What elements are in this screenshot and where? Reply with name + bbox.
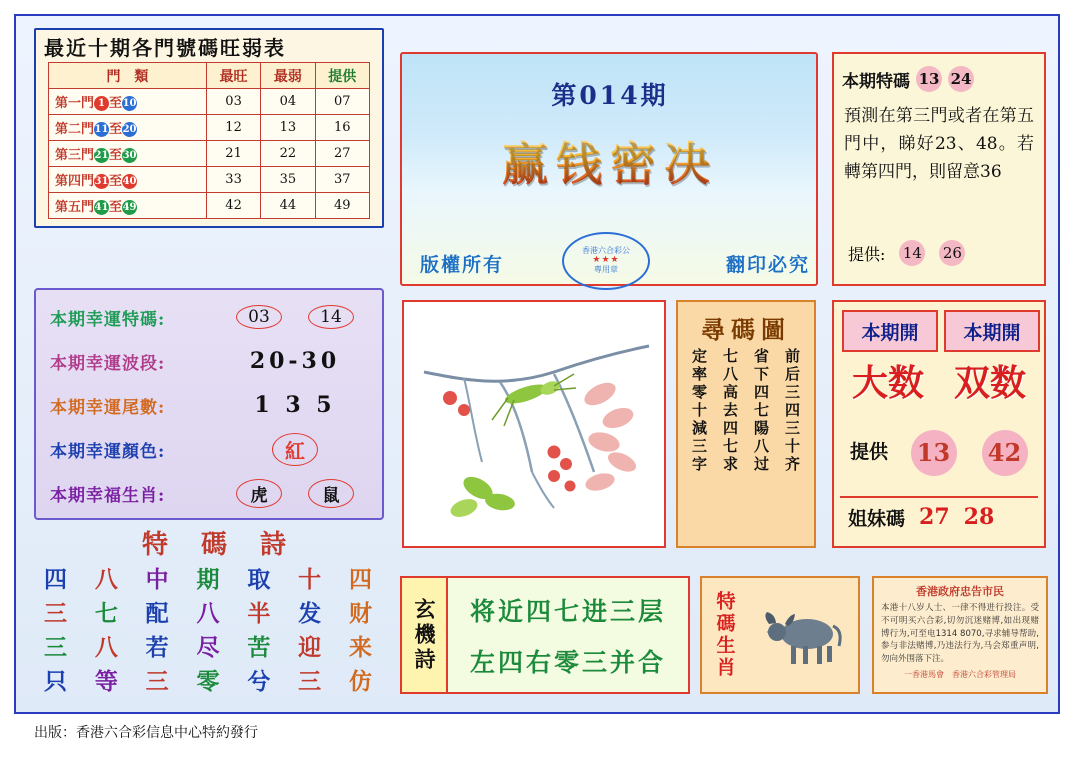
sister-value-2: 28	[963, 504, 995, 530]
special-code-header: 本期特碼 13 24	[842, 64, 1036, 94]
lucky-tail-value: 1 3 5	[254, 392, 336, 418]
poem-line: 四 八 中 期 取 十 四	[44, 565, 372, 593]
special-provide-row: 提供: 14 26	[848, 238, 1034, 268]
xuanji-label: 玄機詩	[402, 578, 448, 692]
table-row: 第一門 1 至10 03 04 07	[49, 89, 370, 115]
th-provide: 提供	[315, 63, 369, 89]
notice-footer: 一香港馬會 香港六合彩管理局	[904, 669, 1016, 679]
special-provide-ball-1: 14	[899, 240, 925, 266]
sister-value-1: 27	[919, 504, 950, 530]
lucky-ball-2: 14	[308, 305, 354, 329]
special-ball-2: 24	[948, 66, 974, 92]
xuanji-line: 将近四七进三层	[469, 596, 666, 626]
notice-title: 香港政府忠告市民	[916, 585, 1004, 598]
table-row: 第三門21至30 21 22 27	[49, 141, 370, 167]
th-cold: 最弱	[261, 63, 315, 89]
lucky-row-color: 本期幸運顏色: 紅	[50, 430, 372, 468]
trend-table-title: 最近十期各門號碼旺弱表	[44, 36, 286, 60]
result-value-right: 双数	[953, 361, 1026, 404]
result-head-left: 本期開	[842, 310, 938, 352]
zodiac-label: 特碼生肖	[713, 591, 736, 679]
poem-line: 三 七 配 八 半 发 财	[44, 599, 372, 627]
issue-number: 第014期	[551, 81, 669, 110]
lucky-wave-value: 20-30	[249, 348, 341, 374]
special-code-text: 預測在第三門或者在第五門中，睇好23、48。若轉第四門，則留意36	[844, 106, 1034, 183]
lucky-color-value: 紅	[272, 433, 318, 466]
banner-slogan: 赢钱密决	[430, 128, 790, 190]
ox-icon	[748, 578, 858, 692]
poem-line: 三 八 若 尽 苦 迎 来	[44, 633, 372, 661]
government-notice-panel	[872, 576, 1048, 694]
result-value-left: 大数	[851, 361, 924, 404]
result-ball-2: 42	[982, 430, 1028, 476]
result-panel	[832, 300, 1046, 548]
xuanji-panel	[400, 576, 690, 694]
poem-title: 特 碼 詩	[141, 530, 299, 560]
special-ball-1: 13	[916, 66, 942, 92]
lucky-row-wave: 本期幸運波段: 20-30	[50, 348, 341, 374]
result-head-right: 本期開	[944, 310, 1040, 352]
lucky-row-special: 本期幸運特碼: 03 14	[50, 298, 372, 336]
code-map-panel	[676, 300, 816, 548]
illustration-panel	[402, 300, 666, 548]
code-map-title: 尋碼圖	[701, 315, 791, 344]
code-map-column: 定率零十減三字	[690, 348, 708, 474]
official-seal-icon: 香港六合彩公 ★★★ 專用章	[562, 232, 650, 290]
table-row: 第四門31至40 33 35 37	[49, 167, 370, 193]
lucky-zodiac-2: 鼠	[308, 479, 354, 508]
poem-line: 只 等 三 零 兮 三 仿	[44, 667, 372, 695]
lucky-row-zodiac: 本期幸福生肖: 虎 鼠	[50, 474, 372, 512]
table-row: 第二門11至20 12 13 16	[49, 115, 370, 141]
result-provide-balls	[898, 418, 1040, 488]
lucky-panel	[34, 288, 384, 520]
code-map-column: 七八高去四七求	[721, 348, 739, 474]
copyright-right: 翻印必究	[725, 254, 810, 276]
xuanji-line: 左四右零三并合	[469, 647, 666, 677]
trend-table	[48, 62, 370, 219]
code-map-column: 省下四七陽八过	[752, 348, 770, 474]
sister-code-row: 姐妹碼 27 28	[840, 496, 1038, 536]
code-map-column: 前后三四三十齐	[783, 348, 801, 474]
zodiac-panel	[700, 576, 860, 694]
special-provide-ball-2: 26	[939, 240, 965, 266]
copyright-left: 版權所有	[420, 254, 505, 276]
publisher-footer: 出版：香港六合彩信息中心特約發行	[34, 725, 258, 741]
notice-body: 本港十八岁人士、一律不得进行投注。受不可明买六合彩,切勿沉迷赌博,如出现赌博行为,可至电1314 8070,寻求辅导帮助,参与非法赌博,乃违法行为,马会郑重声明,勿向外围落下注。	[881, 603, 1039, 664]
result-provide-label: 提供	[849, 440, 888, 463]
lucky-ball-1: 03	[236, 305, 282, 329]
special-code-panel	[832, 52, 1046, 286]
poem-block	[40, 560, 376, 696]
th-hot: 最旺	[206, 63, 260, 89]
result-ball-1: 13	[911, 430, 957, 476]
th-category: 門 類	[49, 63, 207, 89]
lucky-zodiac-1: 虎	[236, 479, 282, 508]
branch-illustration	[404, 302, 664, 546]
table-row: 第五門41至49 42 44 49	[49, 193, 370, 219]
lucky-row-tail: 本期幸運尾數: 1 3 5	[50, 392, 336, 418]
